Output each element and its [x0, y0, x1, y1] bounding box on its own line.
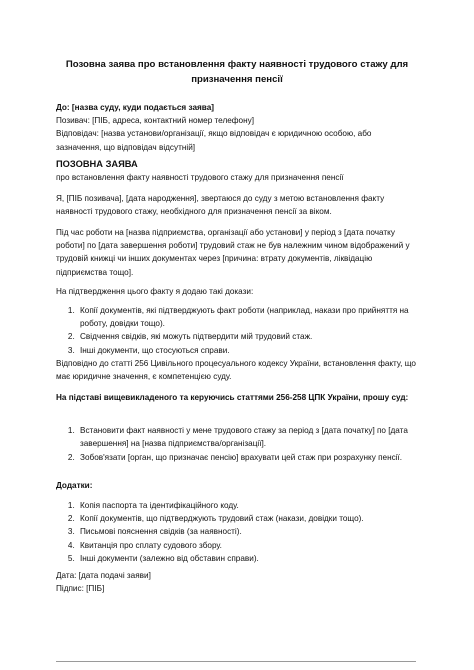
request-list	[56, 424, 417, 465]
list-item: 2. Копії документів, що підтверджують трудовий стаж (накази, довідки тощо).	[77, 512, 417, 525]
defendant-line: Відповідач: [назва установи/організації, якщо відповідач є юридичною особою, або зазначення, що відповідач відсутній]	[56, 129, 372, 152]
list-item: 4. Квитанція про сплату судового збору.	[77, 539, 417, 552]
header-block	[56, 101, 418, 154]
plaintiff-line: Позивач: [ПІБ, адреса, контактний номер телефону]	[56, 116, 254, 126]
evidence-intro: На підтвердження цього факту я додаю такі докази:	[56, 287, 254, 296]
attachments-list	[56, 499, 417, 565]
legal-paragraph: Відповідно до статті 256 Цивільного процесуального кодексу України, встановлення факту, що має юридичне значення, є компетенцією суду.	[56, 359, 416, 382]
request-intro: На підставі вищевикладеного та керуючись статтями 256-258 ЦПК України, прошу суд:	[56, 393, 409, 402]
list-item: 2. Свідчення свідків, які можуть підтвердити мій трудовий стаж.	[77, 330, 417, 343]
list-item: 2. Зобов'язати [орган, що призначає пенсію] врахувати цей стаж при розрахунку пенсії.	[77, 451, 417, 464]
evidence-list	[56, 304, 417, 357]
date-line: Дата: [дата подачі заяви]	[56, 571, 151, 580]
signature-line: Підпис: [ПІБ]	[56, 584, 105, 594]
attachments-heading: Додатки:	[56, 481, 93, 490]
list-item: 1. Копії документів, які підтверджують факт роботи (наприклад, накази про прийняття на роботу, довідки тощо).	[77, 304, 417, 330]
list-item: 5. Інші документи (залежно від обставин справи).	[77, 552, 417, 565]
work-paragraph: Під час роботи на [назва підприємства, організації або установи] у період з [дата початку роботи] по [дата завершення роботи] трудовий стаж не був належним чином відображений у трудовій книжці чи інших документах через [причина: втрату документів, ліквідацію підприємства тощо].	[56, 228, 410, 277]
claim-subheading: про встановлення факту наявності трудового стажу для призначення пенсії	[56, 173, 344, 182]
claim-heading-block	[56, 158, 418, 184]
bottom-divider	[56, 661, 416, 662]
list-item: 3. Письмові пояснення свідків (за наявності).	[77, 525, 417, 538]
document-title: Позовна заява про встановлення факту наявності трудового стажу для призначення пенсії	[65, 59, 409, 85]
list-item: 1. Копія паспорта та ідентифікаційного коду.	[77, 499, 417, 512]
list-item: 1. Встановити факт наявності у мене трудового стажу за період з [дата початку] по [дата завершення] на [назва підприємства/організації].	[77, 424, 417, 450]
court-line: До: [назва суду, куди подається заява]	[56, 103, 214, 112]
list-item: 3. Інші документи, що стосуються справи.	[77, 344, 417, 357]
intro-paragraph: Я, [ПІБ позивача], [дата народження], звертаюся до суду з метою встановлення факту наявності трудового стажу, необхідного для призначення пенсії за віком.	[56, 194, 385, 217]
footer-block	[56, 569, 418, 595]
claim-heading: ПОЗОВНА ЗАЯВА	[56, 159, 138, 169]
